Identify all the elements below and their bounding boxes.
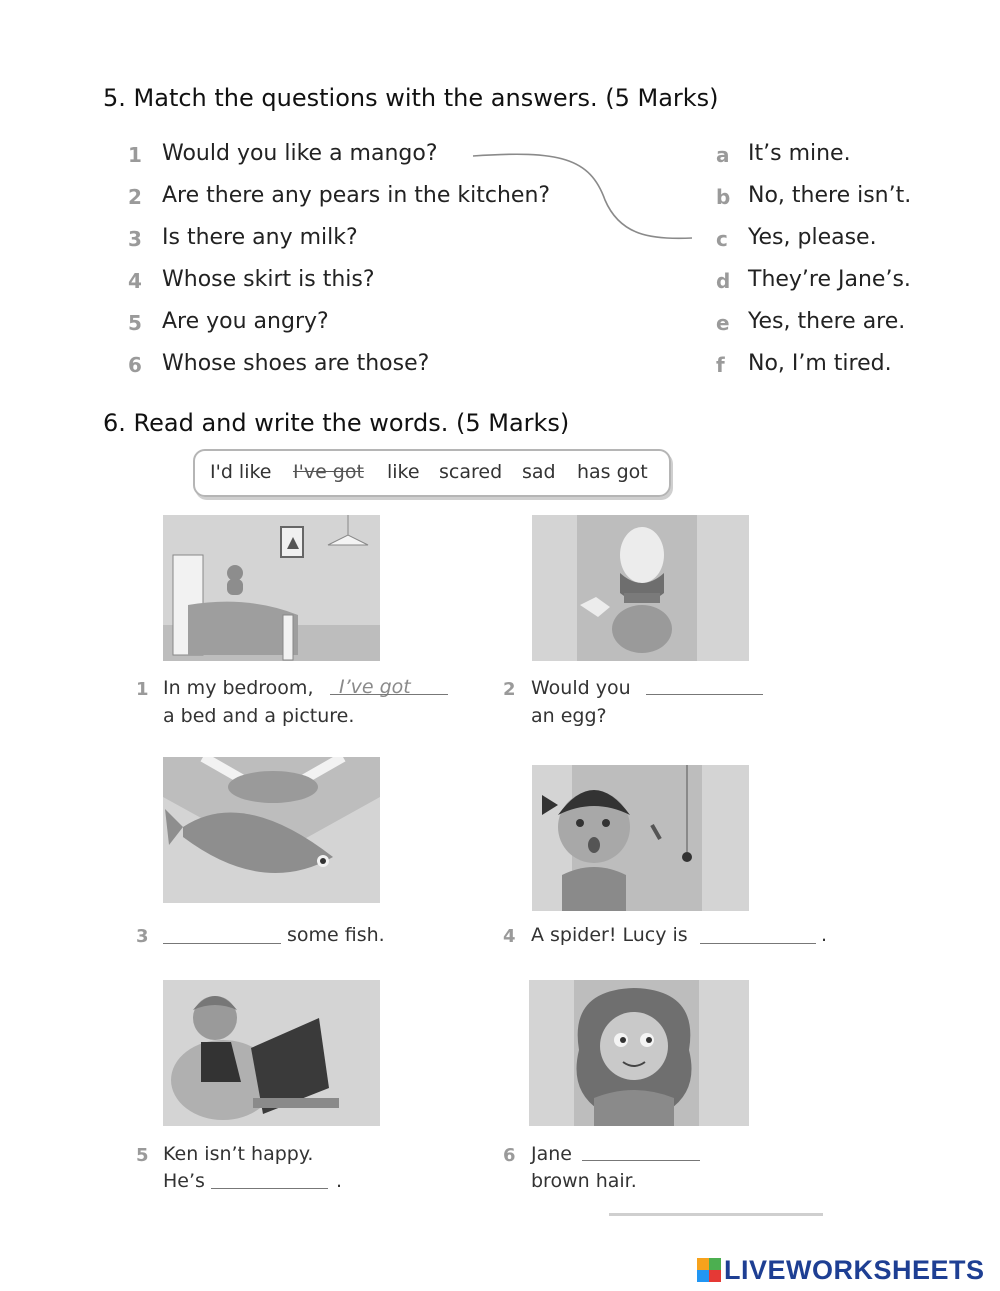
- sentence-number: 2: [503, 679, 516, 700]
- answer-input-4[interactable]: [700, 921, 820, 945]
- sentence-end: .: [821, 924, 828, 946]
- word-bank-item: I'd like: [210, 461, 272, 483]
- question-number: 4: [128, 269, 142, 293]
- answer-input-3[interactable]: [163, 921, 285, 945]
- girl-spider-picture: [532, 765, 749, 911]
- egg-picture: [532, 515, 749, 661]
- question-item: Are there any pears in the kitchen?: [162, 183, 551, 208]
- question-item: Would you like a mango?: [162, 141, 438, 166]
- sentence-text: an egg?: [531, 705, 607, 727]
- answer-input-6[interactable]: [582, 1138, 704, 1162]
- section-6-heading: 6. Read and write the words. (5 Marks): [103, 409, 570, 437]
- answer-item[interactable]: They’re Jane’s.: [748, 267, 911, 292]
- answer-letter: f: [716, 353, 725, 377]
- word-bank-item: has got: [577, 461, 648, 483]
- question-number: 2: [128, 185, 142, 209]
- sentence-number: 1: [136, 679, 149, 700]
- question-item: Whose shoes are those?: [162, 351, 430, 376]
- sentence-number: 6: [503, 1145, 516, 1166]
- logo-square: [709, 1270, 721, 1282]
- fish-picture: [163, 757, 380, 903]
- sentence-text: Would you: [531, 677, 631, 699]
- word-bank-item: like: [387, 461, 420, 483]
- answer-letter: b: [716, 185, 731, 209]
- answer-item[interactable]: Yes, there are.: [748, 309, 906, 334]
- sentence-text: In my bedroom,: [163, 677, 314, 699]
- sentence-end: .: [336, 1170, 343, 1192]
- question-item: Whose skirt is this?: [162, 267, 375, 292]
- answer-item[interactable]: It’s mine.: [748, 141, 851, 166]
- answer-input-5[interactable]: [211, 1166, 332, 1190]
- example-answer: I’ve got: [339, 676, 411, 698]
- question-number: 3: [128, 227, 142, 251]
- answer-letter: c: [716, 227, 728, 251]
- sentence-text: A spider! Lucy is: [531, 924, 688, 946]
- sentence-text: Ken isn’t happy.: [163, 1143, 314, 1165]
- logo-square: [697, 1258, 709, 1270]
- sentence-text: some fish.: [287, 924, 385, 946]
- answer-input-2[interactable]: [646, 672, 767, 696]
- answer-item[interactable]: Yes, please.: [748, 225, 877, 250]
- word-bank-item-used: I've got: [293, 461, 364, 483]
- answer-item[interactable]: No, there isn’t.: [748, 183, 912, 208]
- liveworksheets-brand[interactable]: [697, 1254, 985, 1286]
- question-item: Is there any milk?: [162, 225, 358, 250]
- answer-item[interactable]: No, I’m tired.: [748, 351, 892, 376]
- sentence-text: Jane: [531, 1143, 572, 1165]
- divider-line: [609, 1213, 823, 1216]
- logo-square: [697, 1270, 709, 1282]
- word-bank-item: sad: [522, 461, 556, 483]
- word-bank-item: scared: [439, 461, 503, 483]
- section-5-heading: 5. Match the questions with the answers. (5 Marks): [103, 84, 719, 112]
- sentence-text: a bed and a picture.: [163, 705, 355, 727]
- answer-letter: a: [716, 143, 730, 167]
- answer-letter: e: [716, 311, 730, 335]
- girl-portrait-picture: [529, 980, 749, 1126]
- logo-square: [709, 1258, 721, 1270]
- sentence-number: 3: [136, 926, 149, 947]
- bedroom-picture: [163, 515, 380, 661]
- example-blank-line: [330, 694, 448, 695]
- sentence-text: He’s: [163, 1170, 205, 1192]
- sentence-number: 5: [136, 1145, 149, 1166]
- brand-name: LIVEWORKSHEETS: [724, 1254, 985, 1285]
- liveworksheets-logo-icon: [697, 1258, 721, 1282]
- question-number: 5: [128, 311, 142, 335]
- sentence-text: brown hair.: [531, 1170, 637, 1192]
- answer-letter: d: [716, 269, 731, 293]
- question-item: Are you angry?: [162, 309, 329, 334]
- question-number: 1: [128, 143, 142, 167]
- boy-computer-picture: [163, 980, 380, 1126]
- question-number: 6: [128, 353, 142, 377]
- sentence-number: 4: [503, 926, 516, 947]
